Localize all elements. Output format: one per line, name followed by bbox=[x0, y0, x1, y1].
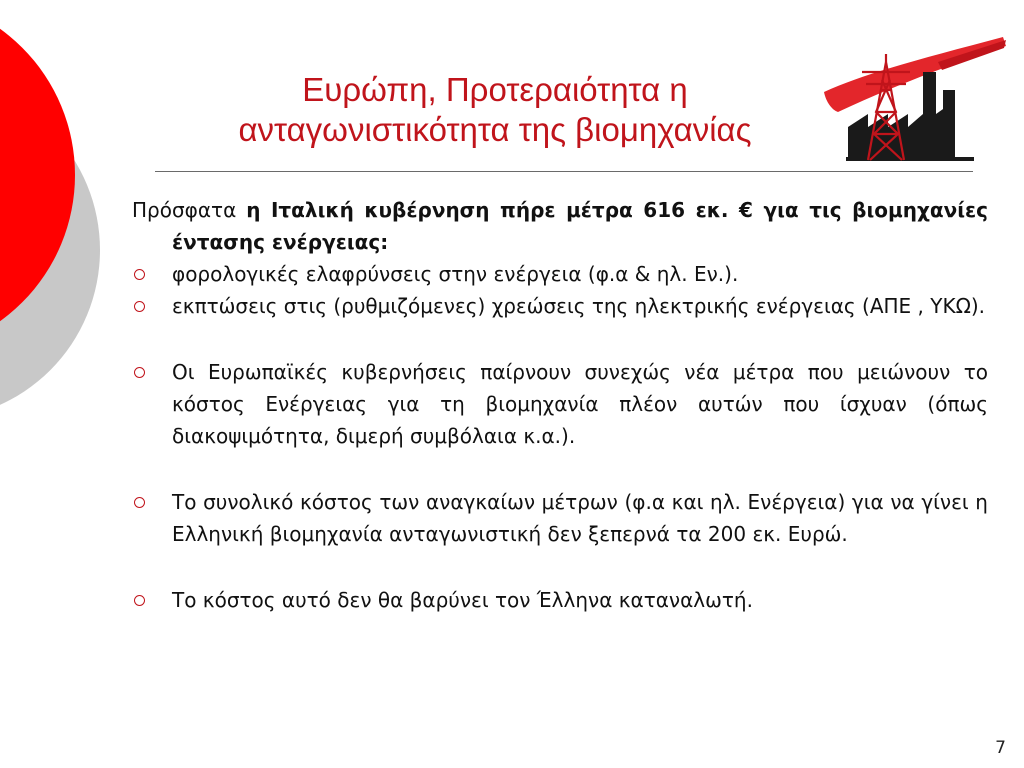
bullet-circle-icon bbox=[134, 301, 145, 312]
bullet-text: Το συνολικό κόστος των αναγκαίων μέτρων (φ.α και ηλ. Ενέργεια) για να γίνει η Ελληνική βιομηχανία ανταγωνιστική δεν ξεπερνά τα 200 εκ. Ευρώ. bbox=[172, 490, 988, 546]
bullet-circle-icon bbox=[134, 595, 145, 606]
decorative-circles bbox=[0, 0, 110, 420]
slide-body bbox=[132, 194, 988, 616]
bullet-text: εκπτώσεις στις (ρυθμιζόμενες) χρεώσεις της ηλεκτρικής ενέργειας (ΑΠΕ , ΥΚΩ). bbox=[172, 294, 986, 318]
intro-text: Πρόσφατα bbox=[132, 198, 247, 222]
intro-bold-text: η Ιταλική κυβέρνηση πήρε μέτρα 616 εκ. € για τις βιομηχανίες έντασης ενέργειας: bbox=[172, 198, 988, 254]
title-line-2: ανταγωνιστικότητα της βιομηχανίας bbox=[238, 111, 752, 148]
bullet-item-1 bbox=[132, 258, 988, 290]
logo-swoosh bbox=[824, 37, 1006, 112]
bullet-item-5 bbox=[132, 584, 988, 616]
title-divider bbox=[155, 171, 973, 172]
page-number: 7 bbox=[995, 738, 1006, 758]
bullet-text: Το κόστος αυτό δεν θα βαρύνει τον Έλληνα καταναλωτή. bbox=[172, 588, 753, 612]
title-line-1: Ευρώπη, Προτεραιότητα η bbox=[302, 71, 688, 108]
slide-title bbox=[150, 70, 840, 150]
bullet-item-4 bbox=[132, 486, 988, 550]
power-pylon-factory-logo bbox=[818, 32, 1008, 162]
bullet-circle-icon bbox=[134, 497, 145, 508]
intro-paragraph bbox=[132, 194, 988, 258]
bullet-circle-icon bbox=[134, 367, 145, 378]
bullet-text: Οι Ευρωπαϊκές κυβερνήσεις παίρνουν συνεχώς νέα μέτρα που μειώνουν το κόστος Ενέργειας για τη βιομηχανία πλέον αυτών που ίσχυαν (όπως διακοψιμότητα, διμερή συμβόλαια κ.α.). bbox=[172, 360, 988, 448]
bullet-item-3 bbox=[132, 356, 988, 452]
bullet-circle-icon bbox=[134, 269, 145, 280]
bullet-text: φορολογικές ελαφρύνσεις στην ενέργεια (φ.α & ηλ. Εν.). bbox=[172, 262, 739, 286]
bullet-item-2 bbox=[132, 290, 988, 322]
